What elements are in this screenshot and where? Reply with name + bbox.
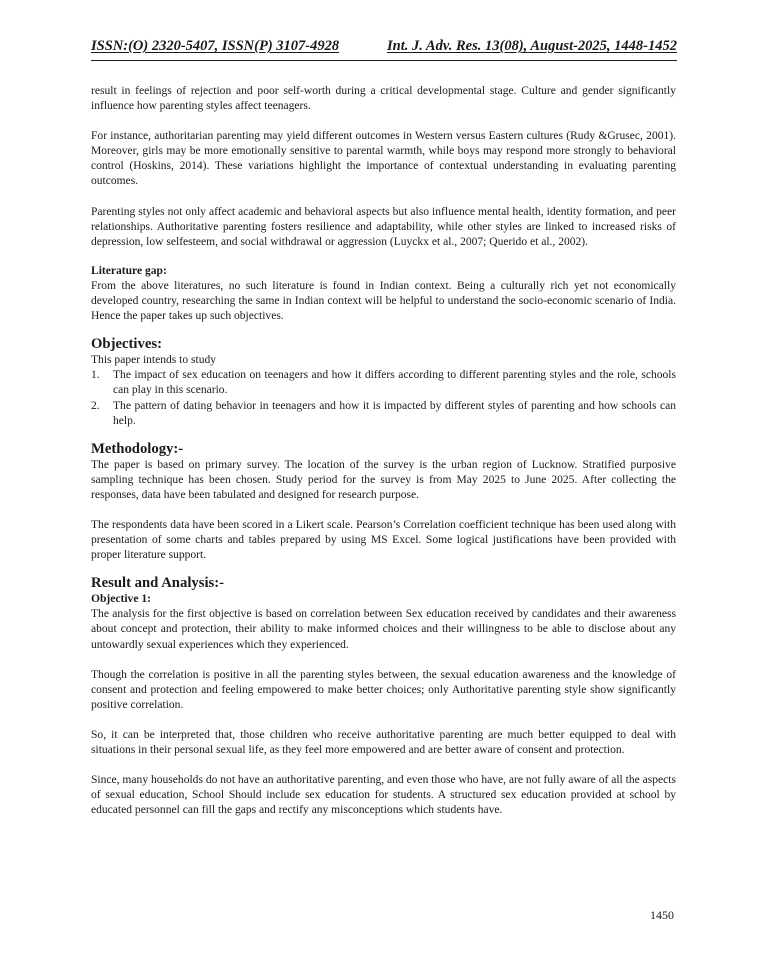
body-paragraph: Parenting styles not only affect academic and behavioral aspects but also influence mental health, identity formation, and peer relationships. Authoritative parenting fosters resilience and adaptability, while other styles are linked to increased risks of depression, low selfesteem, and social withdrawal or aggression (Luyckx et al., 2007; Querido et al., 2002).: [91, 205, 676, 248]
list-number: 2.: [91, 399, 100, 412]
body-paragraph: Since, many households do not have an authoritative parenting, and even those who have, are not fully aware of all the aspects of sexual education, School Should include sex education for students. A structured sex education provided at school by educated personnel can fill the gaps and rectify any misconceptions which students have.: [91, 774, 676, 817]
body-paragraph: result in feelings of rejection and poor self-worth during a critical developmental stage. Culture and gender significantly influence how parenting styles affect teenagers.: [91, 85, 676, 113]
objectives-list: [91, 368, 676, 428]
body-paragraph: The analysis for the first objective is based on correlation between Sex education received by candidates and their awareness about concept and protection, their ability to make informed choices and their willingness to be able to disclose about any untowardly sexual experiences which they experienced.: [91, 608, 676, 651]
running-header: [91, 38, 677, 55]
body-paragraph: For instance, authoritarian parenting may yield different outcomes in Western versus Eastern cultures (Rudy &Grusec, 2001). Moreover, girls may be more emotionally sensitive to parental warmth, while boys may respond more strongly to behavioral control (Hoskins, 2014). These variations highlight the importance of contextual understanding in evaluating parenting outcomes.: [91, 130, 676, 188]
body-paragraph: The paper is based on primary survey. The location of the survey is the urban region of Lucknow. Stratified purposive sampling technique has been chosen. Study period for the survey is from May 2025 to June 2025. After collecting the responses, data have been tabulated and designed for research purpose.: [91, 458, 676, 501]
list-item: [91, 399, 676, 429]
objectives-intro: This paper intends to study: [91, 354, 217, 367]
literature-gap-text: From the above literatures, no such literature is found in Indian context. Being a culturally rich yet not economically developed country, researching the same in Indian context will be helpful to understand the socio-economic scenario of India. Hence the paper takes up such objectives.: [91, 279, 676, 323]
issn-text: ISSN:(O) 2320-5407, ISSN(P) 3107-4928: [91, 38, 340, 54]
literature-gap-title: Literature gap:: [91, 264, 167, 277]
results-heading: Result and Analysis:-: [91, 575, 225, 592]
page-number: 1450: [650, 908, 674, 922]
body-paragraph: So, it can be interpreted that, those children who receive authoritative parenting are much better equipped to deal with situations in their personal sexual life, as they feel more empowered and are better aware of consent and protection.: [91, 728, 676, 756]
list-item-text: The impact of sex education on teenagers and how it differs according to different parenting styles and the role, schools can play in this scenario.: [113, 369, 676, 397]
page-body: [91, 84, 676, 818]
body-paragraph: Though the correlation is positive in all the parenting styles between, the sexual education awareness and the knowledge of consent and protection and feeling empowered to make better choices; only Authoritative parenting style show significantly positive correlation.: [91, 668, 676, 711]
objective-1-subheading: Objective 1:: [91, 593, 151, 606]
objectives-heading: Objectives:: [91, 336, 162, 353]
header-rule: [91, 60, 677, 61]
list-item: [91, 368, 676, 398]
body-paragraph: The respondents data have been scored in a Likert scale. Pearson’s Correlation coefficient technique has been used along with presentation of some charts and tables prepared by using MS Excel. Some logical justifications have been provided with proper literature support.: [91, 518, 676, 562]
methodology-heading: Methodology:-: [91, 440, 184, 457]
list-item-text: The pattern of dating behavior in teenagers and how it is impacted by different styles of parenting and how schools can help.: [113, 399, 676, 427]
list-number: 1.: [91, 369, 100, 382]
journal-reference: Int. J. Adv. Res. 13(08), August-2025, 1448-1452: [386, 38, 677, 54]
